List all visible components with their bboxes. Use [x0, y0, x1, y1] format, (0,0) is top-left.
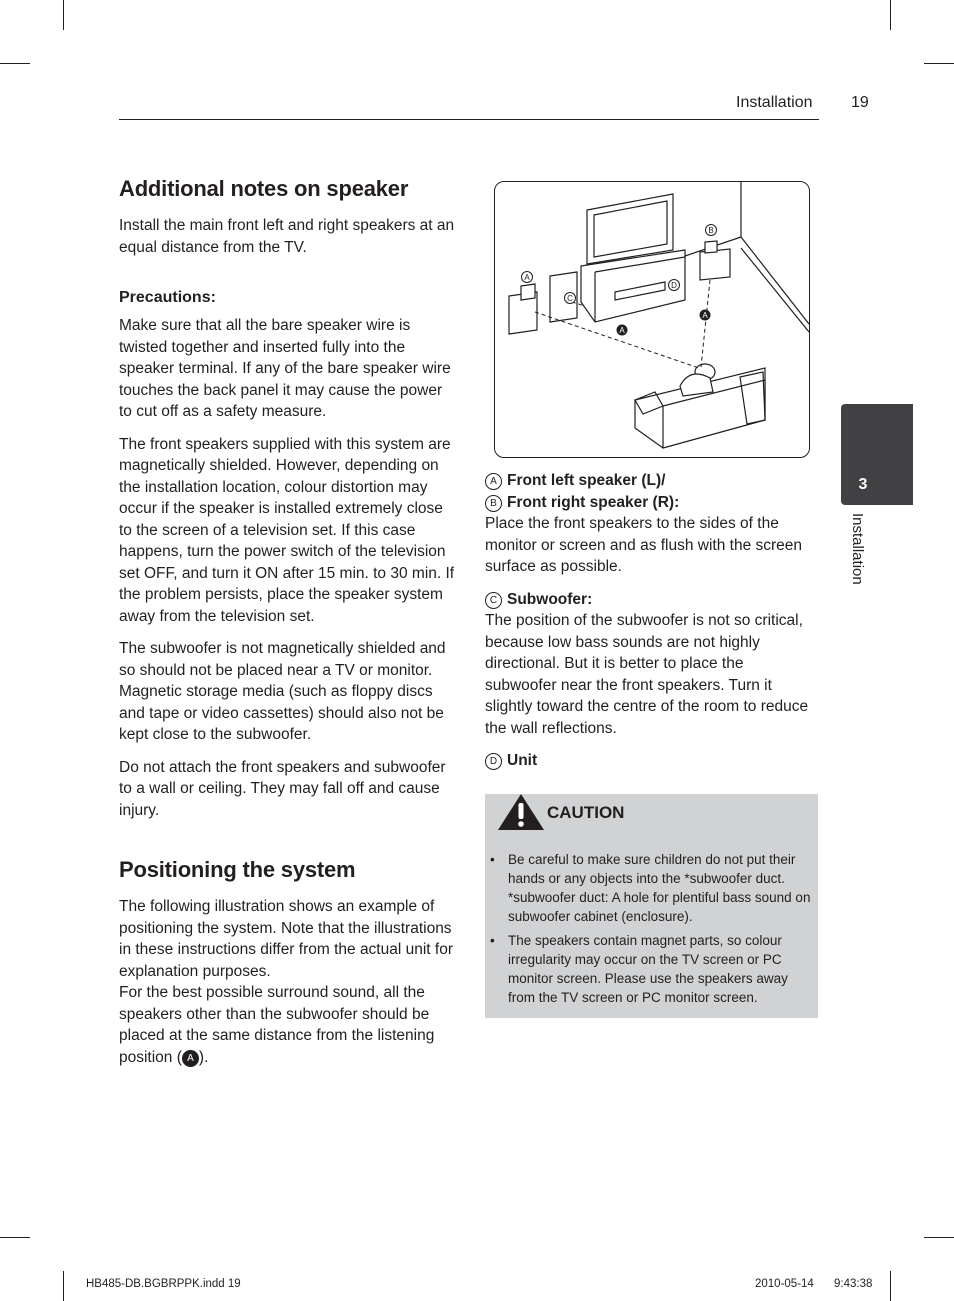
precaution-paragraph: Do not attach the front speakers and subwoofer to a wall or ceiling. They may fall off and cause injury. [119, 758, 446, 819]
marker-c: C [485, 592, 502, 609]
positioning-body [119, 896, 459, 1068]
positioning-paragraph-2 [119, 982, 459, 1068]
crop-mark [890, 1271, 891, 1301]
warning-icon [496, 792, 546, 832]
item-d-label: Unit [507, 752, 538, 769]
running-header-title: Installation [736, 94, 813, 111]
section-heading-speaker-notes: Additional notes on speaker [119, 176, 409, 201]
item-b-heading [485, 492, 815, 514]
page-number: 19 [851, 94, 869, 111]
section-heading-positioning: Positioning the system [119, 857, 356, 882]
item-c-heading [485, 589, 815, 611]
crop-mark [890, 0, 891, 30]
precautions-body [119, 315, 459, 832]
crop-mark [924, 1237, 954, 1238]
svg-text:C: C [567, 294, 573, 303]
caution-item: • The speakers contain magnet parts, so colour irregularity may occur on the TV screen or PC monitor screen. Please use the speakers away from the TV screen or PC monitor screen. [485, 931, 818, 1007]
crop-mark [0, 63, 30, 64]
item-d-heading [485, 750, 815, 772]
crop-mark [63, 1271, 64, 1301]
precaution-paragraph: The subwoofer is not magnetically shielded and so should not be placed near a TV or monitor. Magnetic storage media (such as floppy discs and tape or video cassettes) should also not be kept close to the subwoofer. [119, 640, 446, 743]
speaker-descriptions [485, 470, 815, 772]
crop-mark [924, 63, 954, 64]
precaution-paragraph: Make sure that all the bare speaker wire is twisted together and inserted fully into the speaker terminal. If any of the bare speaker wire touches the back panel it may cause the power to cut off as a safety measure. [119, 317, 451, 420]
item-ab-text: Place the front speakers to the sides of the monitor or screen and as flush with the screen surface as possible. [485, 515, 803, 575]
footer-filename: HB485-DB.BGBRPPK.indd 19 [86, 1278, 241, 1290]
speaker-layout-illustration [494, 181, 810, 458]
positioning-text: For the best possible surround sound, all the speakers other than the subwoofer should be placed at the same distance from the listening position ( [119, 984, 435, 1066]
svg-text:B: B [708, 226, 714, 235]
item-a-heading [485, 470, 815, 492]
crop-mark [63, 0, 64, 30]
marker-d: D [485, 753, 502, 770]
intro-paragraph [119, 215, 459, 269]
marker-b: B [485, 495, 502, 512]
marker-a: A [485, 473, 502, 490]
listening-position-marker: A [182, 1050, 199, 1067]
footer-time: 9:43:38 [834, 1278, 873, 1290]
caution-list [485, 850, 818, 1012]
item-c-label: Subwoofer: [507, 590, 593, 608]
item-c-text: The position of the subwoofer is not so critical, because low bass sounds are not highly directional. But it is better to place the subwoofer near the front speakers. Turn it slightly toward the centre of the room to reduce the wall reflections. [485, 612, 809, 737]
precaution-paragraph: The front speakers supplied with this system are magnetically shielded. However, depending on the installation location, colour distortion may occur if the speaker is installed extremely close to the screen of a television set. If this case happens, turn the power switch of the television set OFF, and turn it ON after 15 min. to 30 min. If the problem persists, place the speaker system away from the television set. [119, 435, 455, 625]
crop-mark [0, 1237, 30, 1238]
caution-item: • Be careful to make sure children do not put their hands or any objects into the *subwoofer duct. *subwoofer duct: A hole for plentiful bass sound on subwoofer cabinet (enclosure). [485, 850, 818, 926]
caution-box [485, 794, 818, 1018]
svg-text:A: A [619, 326, 625, 335]
svg-text:A: A [524, 273, 530, 282]
item-a-label: Front left speaker (L)/ [507, 472, 666, 489]
svg-text:D: D [671, 281, 677, 290]
precautions-heading: Precautions: [119, 289, 216, 306]
chapter-label: Installation [849, 513, 866, 585]
caution-title: CAUTION [547, 803, 625, 822]
room-layout-drawing [495, 182, 809, 457]
chapter-number: 3 [858, 476, 868, 493]
svg-text:A: A [702, 311, 708, 320]
item-b-label: Front right speaker (R): [507, 493, 680, 511]
positioning-end: ). [198, 1048, 209, 1066]
footer-date: 2010-05-14 [755, 1278, 814, 1290]
intro-text: Install the main front left and right speakers at an equal distance from the TV. [119, 217, 455, 256]
header-rule [119, 119, 819, 120]
positioning-paragraph: The following illustration shows an example of positioning the system. Note that the illustrations in these instructions differ from the actual unit for explanation purposes. [119, 898, 453, 980]
